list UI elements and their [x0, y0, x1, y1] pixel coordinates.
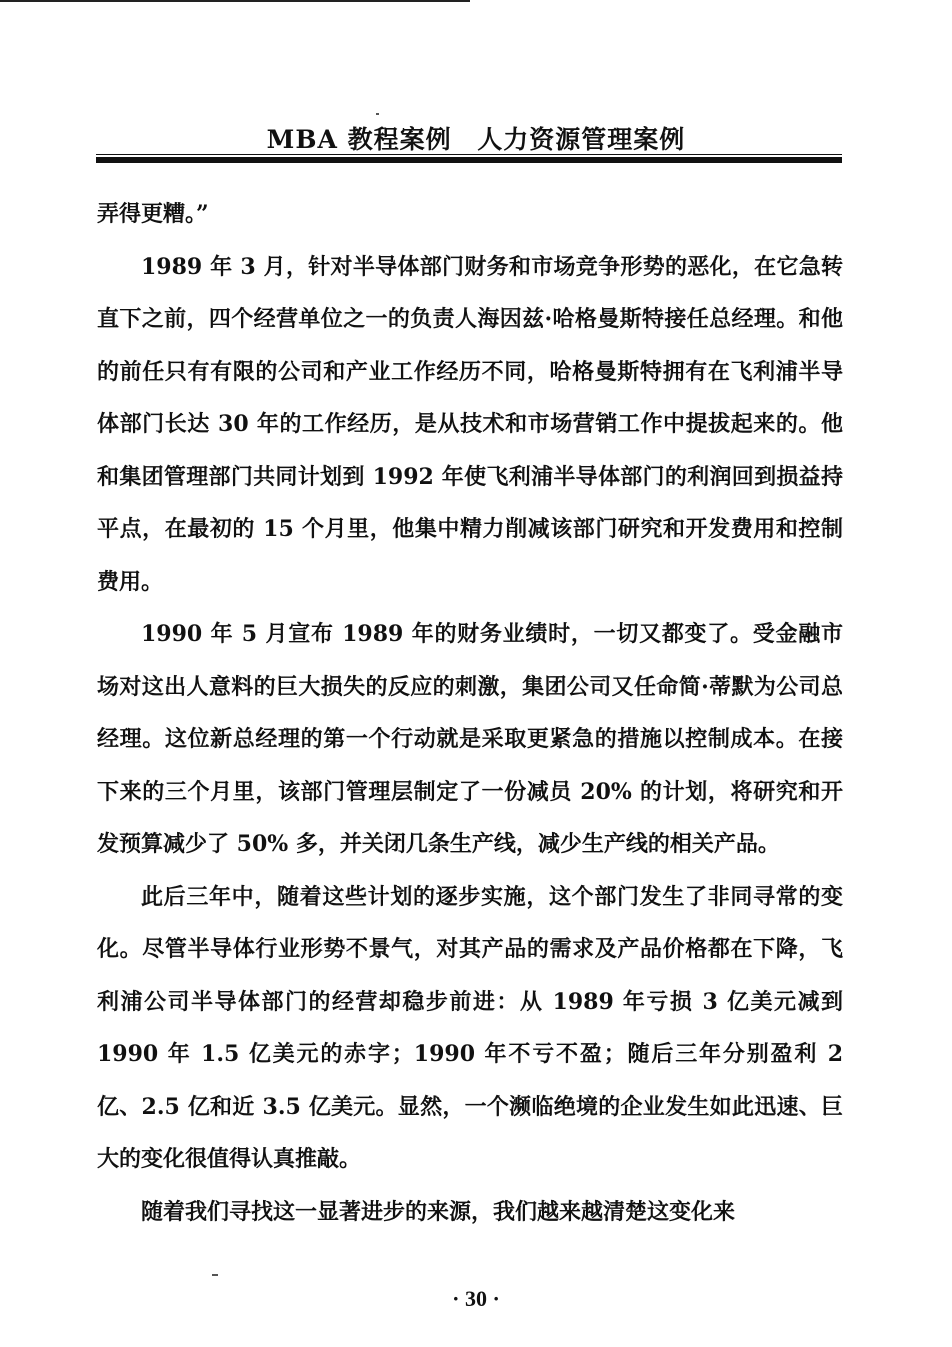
running-header [0, 120, 952, 156]
paragraph: 1990 年 5 月宣布 1989 年的财务业绩时，一切又都变了。受金融市场对这出人意料的巨大损失的反应的刺激，集团公司又任命简·蒂默为公司总经理。这位新总经理的第一个行动就是采取更紧急的措施以控制成本。在接下来的三个月里，该部门管理层制定了一份减员 20% 的计划，将研究和开发预算减少了 50% 多，并关闭几条生产线，减少生产线的相关产品。 [97, 621, 843, 857]
paragraph-continuation: 弄得更糟。” [97, 201, 209, 227]
header-rule-thick [96, 157, 842, 163]
paragraph: 1989 年 3 月，针对半导体部门财务和市场竞争形势的恶化，在它急转直下之前，四个经营单位之一的负责人海因兹·哈格曼斯特接任总经理。和他的前任只有有限的公司和产业工作经历不同，哈格曼斯特拥有在飞利浦半导体部门长达 30 年的工作经历，是从技术和市场营销工作中提拔起来的。他和集团管理部门共同计划到 1992 年使飞利浦半导体部门的利润回到损益持平点，在最初的 15 个月里，他集中精力削减该部门研究和开发费用和控制费用。 [97, 253, 843, 595]
header-book-title: 人力资源管理案例 [477, 125, 686, 154]
page-number: · 30 · [452, 1286, 500, 1311]
page-body [97, 188, 843, 1238]
scan-speck [212, 1274, 218, 1276]
paragraph: 随着我们寻找这一显著进步的来源，我们越来越清楚这变化来 [141, 1198, 736, 1225]
scan-speck [376, 113, 379, 115]
header-series-title: MBA 教程案例 [266, 125, 452, 154]
paragraph: 此后三年中，随着这些计划的逐步实施，这个部门发生了非同寻常的变化。尽管半导体行业形势不景气，对其产品的需求及产品价格都在下降，飞利浦公司半导体部门的经营却稳步前进：从 1989 年亏损 3 亿美元减到 1990 年 1.5 亿美元的赤字；1990 年不亏不盈；随后三年分别盈利 2 亿、2.5 亿和近 3.5 亿美元。显然，一个濒临绝境的企业发生如此迅速、巨大的变化很值得认真推敲。 [97, 883, 843, 1172]
scan-top-edge-line [0, 0, 470, 2]
header-rule-thin [96, 154, 842, 155]
